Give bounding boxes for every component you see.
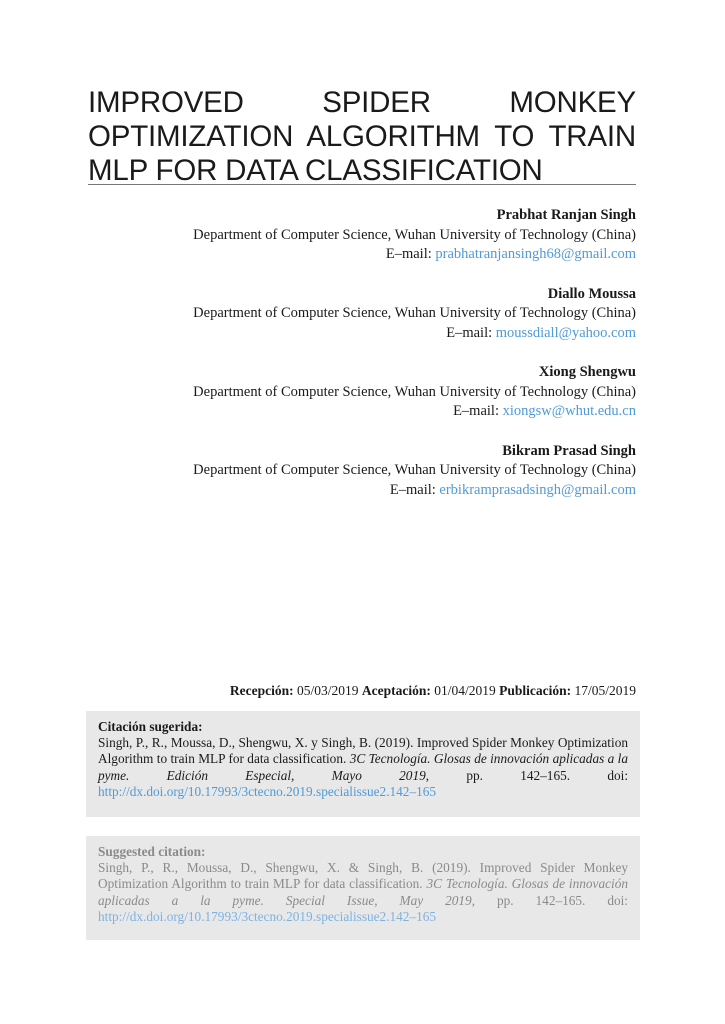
- author-affiliation: Department of Computer Science, Wuhan University of Technology (China): [193, 383, 636, 400]
- author-email-line: [88, 402, 636, 422]
- published-date: 17/05/2019: [571, 683, 636, 698]
- published-label: Publicación:: [499, 683, 572, 698]
- paper-title: IMPROVED SPIDER MONKEY OPTIMIZATION ALGORITHM TO TRAIN MLP FOR DATA CLASSIFICATION: [88, 86, 636, 187]
- citation-label: Suggested citation:: [98, 844, 206, 859]
- author-email-link[interactable]: xiongsw@whut.edu.cn: [502, 403, 636, 419]
- email-label: E–mail:: [446, 324, 496, 341]
- title-divider: [88, 184, 636, 185]
- citation-doi-link[interactable]: http://dx.doi.org/10.17993/3ctecno.2019.specialissue2.142–165: [98, 783, 437, 799]
- author-email-link[interactable]: erbikramprasadsingh@gmail.com: [439, 481, 636, 498]
- author-affiliation: Department of Computer Science, Wuhan University of Technology (China): [193, 305, 636, 321]
- citation-body: [98, 860, 628, 925]
- author-name: Prabhat Ranjan Singh: [496, 207, 636, 223]
- accepted-date: 01/04/2019: [430, 683, 500, 698]
- author-email-line: [88, 324, 636, 344]
- author-name: Diallo Moussa: [547, 285, 636, 302]
- author-block: [88, 363, 636, 422]
- citation-body: [98, 735, 628, 800]
- author-email-line: [88, 481, 636, 501]
- suggested-citation-spanish: [86, 711, 640, 817]
- citation-text: Singh, P., R., Moussa, D., Shengwu, X. y Singh, B. (2019). Improved Spider Monkey Optimization Algorithm to train MLP for data classification.: [98, 735, 628, 767]
- author-email-line: [88, 245, 636, 265]
- email-label: E–mail:: [453, 403, 503, 419]
- author-name: Bikram Prasad Singh: [502, 442, 636, 459]
- author-affiliation: Department of Computer Science, Wuhan University of Technology (China): [193, 226, 636, 243]
- citation-doi-link[interactable]: http://dx.doi.org/10.17993/3ctecno.2019.specialissue2.142–165: [98, 908, 437, 924]
- publication-dates: [88, 682, 636, 700]
- author-email-link[interactable]: prabhatranjansingh68@gmail.com: [435, 246, 636, 262]
- accepted-label: Aceptación:: [361, 683, 431, 698]
- author-block: [88, 206, 636, 265]
- citation-journal: 3C Tecnología. Glosas de innovación aplicadas a la pyme. Edición Especial, Mayo 2019: [98, 751, 629, 783]
- author-block: [88, 442, 636, 501]
- citation-pages: , pp. 142–165. doi:: [425, 767, 629, 783]
- author-affiliation: Department of Computer Science, Wuhan University of Technology (China): [193, 462, 636, 478]
- suggested-citation-english: [86, 836, 640, 940]
- author-list: [88, 206, 636, 520]
- author-name: Xiong Shengwu: [538, 364, 636, 380]
- email-label: E–mail:: [389, 481, 440, 498]
- author-email-link[interactable]: moussdiall@yahoo.com: [495, 324, 636, 341]
- email-label: E–mail:: [385, 246, 436, 262]
- citation-text: Singh, P., R., Moussa, D., Shengwu, X. & Singh, B. (2019). Improved Spider Monkey Optimization Algorithm to train MLP for data classification.: [98, 860, 628, 892]
- citation-pages: , pp. 142–165. doi:: [471, 892, 629, 908]
- author-block: [88, 285, 636, 344]
- received-label: Recepción:: [229, 683, 294, 698]
- received-date: 05/03/2019: [293, 683, 362, 698]
- citation-label: Citación sugerida:: [98, 719, 203, 734]
- citation-journal: 3C Tecnología. Glosas de innovación aplicadas a la pyme. Special Issue, May 2019: [98, 876, 628, 908]
